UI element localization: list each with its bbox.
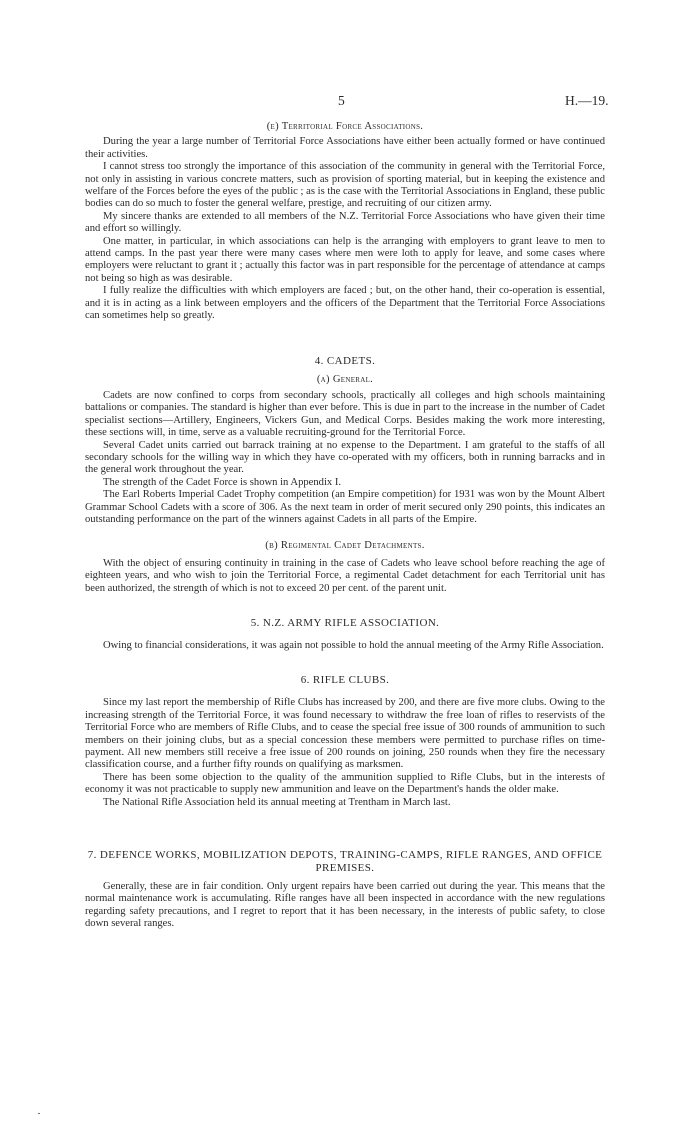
rifle-association-paragraph: Owing to financial considerations, it was again not possible to hold the annual meeting of the Army Rifle Association.: [103, 640, 604, 651]
territorial-paragraph-4: One matter, in particular, in which associations can help is the arranging with employers to grant leave to men to attend camps. In the past year there were many cases where men were loth to apply for leave, and some cases where employers were reluctant to grant it ; actually this factor was in part responsible for the percentage of attendance at camps not being so high as was desirable.: [85, 235, 605, 284]
territorial-paragraph-2: I cannot stress too strongly the importance of this association of the community in general with the Territorial Force, not only in assisting in various concrete matters, such as provision of sporting material, but in keeping the existence and welfare of the Forces before the eyes of the public ; as is the case with the Territorial Associations in England, these public bodies can do so much to foster the general welfare, prestige, and recruiting of our citizen army.: [85, 161, 605, 210]
cadets-paragraph-2: Several Cadet units carried out barrack training at no expense to the Department. I am grateful to the staffs of all secondary schools for the willing way in which they have co-operated with my officers, both in running barracks and in the general work throughout the year.: [85, 439, 605, 476]
cadets-general-heading: (a) General.: [316, 373, 374, 385]
page-body: [85, 121, 605, 931]
territorial-paragraph-5: I fully realize the difficulties with which employers are faced ; but, on the other hand, their co-operation is essential, and it is in acting as a link between employers and the officers of the Department that the Territorial Force Associations can sometimes help so greatly.: [85, 285, 605, 322]
cadets-heading: 4. CADETS.: [314, 354, 376, 367]
regimental-cadet-heading: (b) Regimental Cadet Detachments.: [265, 540, 425, 552]
rifle-clubs-heading: 6. RIFLE CLUBS.: [300, 674, 390, 687]
cadets-paragraph-3: The strength of the Cadet Force is shown in Appendix I.: [103, 476, 342, 488]
cadets-paragraph-4: The Earl Roberts Imperial Cadet Trophy competition (an Empire competition) for 1931 was won by the Mount Albert Grammar School Cadets with a score of 306. As the next team in order of merit secured only 290 points, this indicates an outstanding performance on the part of the winners against Cadets in all parts of the Empire.: [85, 489, 605, 525]
territorial-paragraph-1: During the year a large number of Territorial Force Associations have either been actually formed or have continued their activities.: [85, 136, 605, 160]
cadets-paragraph-1: Cadets are now confined to corps from secondary schools, practically all colleges and high schools maintaining battalions or companies. The standard is higher than ever before. This is due in part to the increase in the number of Cadet specialist sections—Artillery, Engineers, Vickers Gun, and Medical Corps. Besides making the work more interesting, these sections will, in time, serve as a valuable recruiting-ground for the Territorial Force.: [85, 389, 605, 439]
defence-works-paragraph: Generally, these are in fair condition. Only urgent repairs have been carried out during the year. This means that the normal maintenance work is accumulating. Rifle ranges have all been inspected in accordance with the new regulations regarding safety precautions, and I regret to report that it has been necessary, in the interests of public safety, to close down several ranges.: [85, 881, 605, 930]
rifle-clubs-paragraph-3: The National Rifle Association held its annual meeting at Trentham in March last.: [103, 796, 451, 808]
rifle-clubs-paragraph-1: Since my last report the membership of Rifle Clubs has increased by 200, and there are five more clubs. Owing to the increasing strength of the Territorial Force, it was found necessary to withdraw the free loan of rifles to reservists of the Territorial Force who are members of Rifle Clubs, and to cease the special free issue of 300 rounds of ammunition to such members on their joining clubs, but as a special concession these members were permitted to purchase rifles on time-payment. All new members still receive a free issue of 200 rounds on joining, 250 rounds when they fire the necessary classification course, and a further fifty rounds on qualifying as marksmen.: [85, 697, 605, 771]
scan-mark: [38, 1113, 40, 1114]
page-number: 5: [338, 93, 345, 108]
regimental-cadet-paragraph: With the object of ensuring continuity in training in the case of Cadets who leave school before reaching the age of eighteen years, and who wish to join the Territorial Force, a regimental Cadet detachment for each Territorial unit has been authorized, the strength of which is not to exceed 20 per cent. of the parent unit.: [85, 557, 605, 594]
territorial-paragraph-3: My sincere thanks are extended to all members of the N.Z. Territorial Force Associations who have given their time and effort so willingly.: [85, 210, 605, 235]
document-reference: H.—19.: [565, 93, 609, 108]
rifle-association-heading: 5. N.Z. ARMY RIFLE ASSOCIATION.: [250, 617, 440, 629]
defence-works-heading: 7. DEFENCE WORKS, MOBILIZATION DEPOTS, TRAINING-CAMPS, RIFLE RANGES, AND OFFICE PREMISES.: [87, 849, 603, 875]
territorial-heading: (e) Territorial Force Associations.: [266, 121, 424, 132]
rifle-clubs-paragraph-2: There has been some objection to the quality of the ammunition supplied to Rifle Clubs, but in the interests of economy it was not practicable to supply new ammunition and leave on the Department's hands the older make.: [85, 771, 605, 796]
